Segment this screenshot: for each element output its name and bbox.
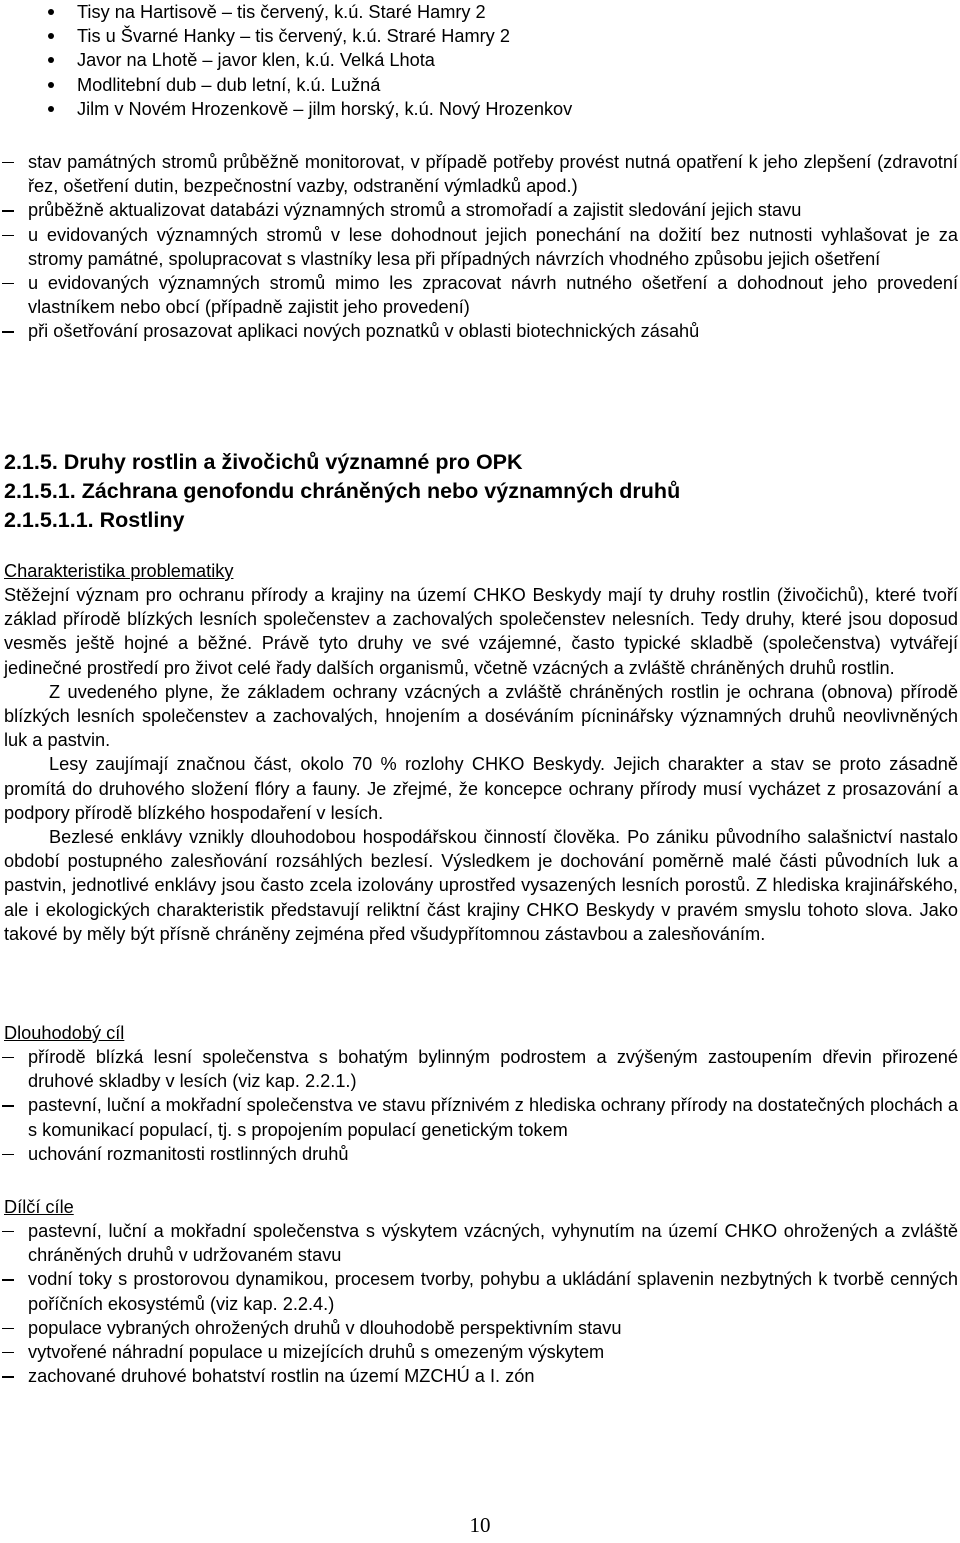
list-item: Tis u Švarné Hanky – tis červený, k.ú. Strаré Hamry 2 bbox=[48, 24, 948, 48]
paragraph: Stěžejní význam pro ochranu přírody a krajiny na území CHKO Beskydy mají ty druhy rostlin (živočichů), které tvoří základ přírodě blízkých lesních společenstev a zachovalých společenstev nelesních. Tedy druhy, které jsou doposud vesměs ještě hojné a běžné. Právě tyto druhy ve své vzájemné, často typické skladbě (společenstva) vytvářejí jedinečné prostředí pro život celé řady dalších organismů, včetně vzácných a zvláště chráněných druhů rostlin. bbox=[4, 585, 958, 678]
list-item: Javor na Lhotě – javor klen, k.ú. Velká Lhota bbox=[48, 48, 948, 72]
subsubsection-heading: 2.1.5.1.1. Rostliny bbox=[4, 508, 185, 532]
long-term-goal-title: Dlouhodobý cíl bbox=[4, 1023, 125, 1043]
bullet-icon bbox=[48, 106, 54, 112]
list-item: u evidovaných významných stromů v lese dohodnout jejich ponechání na dožití bez nutnosti vyhlašovat je za stromy památné, spolupracovat s vlastníky lesa při případných návrzích vhodného způsobu jejich ošetření bbox=[0, 223, 958, 271]
dash-icon bbox=[2, 283, 14, 284]
dash-icon bbox=[2, 1376, 14, 1377]
list-item: pastevní, luční a mokřadní společenstva ve stavu příznivém z hlediska ochrany přírody na dostatečných plochách a s komunikací populací, tj. s propojením populací genetickým tokem bbox=[0, 1093, 958, 1141]
dash-icon bbox=[2, 1154, 14, 1155]
paragraph: Z uvedeného plyne, že základem ochrany vzácných a zvláště chráněných rostlin je ochrana (obnova) přírodě blízkých lesních společenstev a zachovalých, hnojením a doséváním pícninářsky významných druhů neovlivněných luk a pastvin. bbox=[4, 681, 958, 751]
list-item: zachované druhové bohatství rostlin na území MZCHÚ a I. zón bbox=[0, 1364, 958, 1388]
list-item: Tisy na Hartisově – tis červený, k.ú. Staré Hamry 2 bbox=[48, 0, 948, 24]
list-item: stav památných stromů průběžně monitorovat, v případě potřeby provést nutná opatření k jeho zlepšení (zdravotní řez, ošetření dutin, bezpečnostní vazby, odstranění výmladků apod.) bbox=[0, 150, 958, 198]
list-item: vodní toky s prostorovou dynamikou, procesem tvorby, pohybu a ukládání splavenin nezbytných k tvorbě cenných poříčních ekosystémů (viz kap. 2.2.4.) bbox=[0, 1267, 958, 1315]
dash-icon bbox=[2, 1105, 14, 1106]
bullet-icon bbox=[48, 9, 54, 15]
list-item: pastevní, luční a mokřadní společenstva s výskytem vzácných, vyhynutím na území CHKO ohrožených a zvláště chráněných druhů v udržovaném stavu bbox=[0, 1219, 958, 1267]
characteristics-text bbox=[4, 583, 958, 946]
list-item: uchování rozmanitosti rostlinných druhů bbox=[0, 1142, 958, 1166]
partial-goals-title: Dílčí cíle bbox=[4, 1197, 74, 1217]
subsection-heading: 2.1.5.1. Záchrana genofondu chráněných nebo významných druhů bbox=[4, 479, 681, 503]
bullet-icon bbox=[48, 82, 54, 88]
characteristics-title: Charakteristika problematiky bbox=[4, 561, 234, 581]
list-item: při ošetřování prosazovat aplikaci nových poznatků v oblasti biotechnických zásahů bbox=[0, 319, 958, 343]
paragraph: Lesy zaujímají značnou část, okolo 70 % rozlohy CHKO Beskydy. Jejich charakter a stav se proto zásadně promítá do druhového složení flóry a fauny. Je zřejmé, že koncepce ochrany přírody musí vycházet z prosazování a podpory přírodě blízkého hospodaření v lesích. bbox=[4, 754, 958, 823]
paragraph: Bezlesé enklávy vznikly dlouhodobou hospodářskou činností člověka. Po zániku původního salašnictví nastalo období postupného zalesňování rozsáhlých bezlesí. Výsledkem je dochování poměrně malé části původních luk a pastvin, jednotlivé enklávy jsou často zcela izolovány uprostřed vysazených lesních porostů. Z hlediska krajinářského, ale i ekologických charakteristik představují reliktní část krajiny CHKO Beskydy v pravém smyslu tohoto slova. Jako takové by měly být přísně chráněny zejména před všudypřítomnou zástavbou a zalesňováním. bbox=[4, 827, 958, 944]
measures-list bbox=[0, 150, 958, 344]
list-item: přírodě blízká lesní společenstva s bohatým bylinným podrostem a zvýšeným zastoupením dřevin přirozené druhové skladby v lesích (viz kap. 2.2.1.) bbox=[0, 1045, 958, 1093]
list-item: průběžně aktualizovat databázi významných stromů a stromořadí a zajistit sledování jejich stavu bbox=[0, 198, 958, 222]
dash-icon bbox=[2, 1057, 14, 1058]
dash-icon bbox=[2, 1231, 14, 1232]
dash-icon bbox=[2, 1328, 14, 1329]
page-number: 10 bbox=[469, 1513, 491, 1537]
list-item: u evidovaných významných stromů mimo les zpracovat návrh nutného ošetření a dohodnout jeho provedení vlastníkem nebo obcí (případně zajistit jeho provedení) bbox=[0, 271, 958, 319]
dash-icon bbox=[2, 162, 14, 163]
list-item: vytvořené náhradní populace u mizejících druhů s omezeným výskytem bbox=[0, 1340, 958, 1364]
partial-goals-list bbox=[0, 1219, 958, 1388]
bullet-icon bbox=[48, 33, 54, 39]
dash-icon bbox=[2, 331, 14, 332]
dash-icon bbox=[2, 1279, 14, 1280]
tree-list bbox=[48, 0, 948, 121]
long-term-goal-list bbox=[0, 1045, 958, 1166]
list-item: populace vybraných ohrožených druhů v dlouhodobě perspektivním stavu bbox=[0, 1316, 958, 1340]
list-item: Jilm v Novém Hrozenkově – jilm horský, k.ú. Nový Hrozenkov bbox=[48, 97, 948, 121]
dash-icon bbox=[2, 1352, 14, 1353]
dash-icon bbox=[2, 235, 14, 236]
dash-icon bbox=[2, 210, 14, 211]
bullet-icon bbox=[48, 57, 54, 63]
section-heading: 2.1.5. Druhy rostlin a živočichů významné pro OPK bbox=[4, 450, 523, 474]
list-item: Modlitební dub – dub letní, k.ú. Lužná bbox=[48, 73, 948, 97]
